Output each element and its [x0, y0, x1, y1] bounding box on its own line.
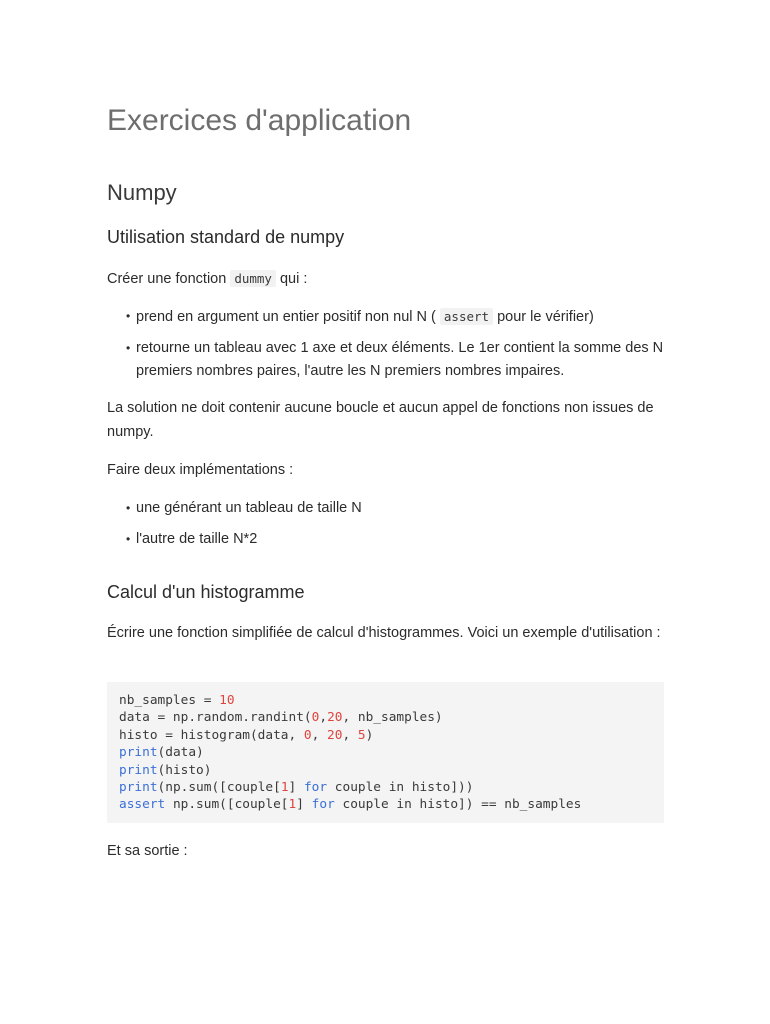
code-line: print(histo)	[119, 762, 212, 778]
subsection-heading-histogram: Calcul d'un histogramme	[107, 582, 305, 602]
code-line: histo = histogram(data, 0, 20, 5)	[119, 727, 374, 743]
code-line: print(data)	[119, 745, 204, 761]
list-item: • l'autre de taille N*2	[107, 528, 664, 552]
code-line: nb_samples = 10	[119, 693, 235, 708]
constraints-paragraph: La solution ne doit contenir aucune boucle et aucun appel de fonctions non issues de numpy.	[107, 400, 654, 440]
code-line: print(np.sum([couple[1] for couple in histo]))	[119, 780, 474, 796]
section-heading-numpy: Numpy	[107, 180, 177, 205]
inline-code-assert: assert	[440, 308, 493, 325]
code-line: data = np.random.randint(0,20, nb_samples)	[119, 710, 443, 726]
code-block	[107, 682, 664, 823]
intro-paragraph: Créer une fonction dummy qui :	[107, 271, 308, 287]
requirements-list	[107, 305, 664, 384]
list-item: • prend en argument un entier positif non nul N ( assert pour le vérifier)	[107, 305, 664, 330]
code-line: assert np.sum([couple[1] for couple in histo]) == nb_samples	[119, 797, 582, 813]
histogram-paragraph: Écrire une fonction simplifiée de calcul d'histogrammes. Voici un exemple d'utilisation :	[107, 625, 661, 641]
page-title: Exercices d'application	[107, 104, 412, 137]
subsection-heading-numpy-usage: Utilisation standard de numpy	[107, 227, 345, 247]
inline-code-dummy: dummy	[230, 270, 276, 287]
list-item: • retourne un tableau avec 1 axe et deux éléments. Le 1er contient la somme des N premiers nombres paires, l'autre les N premiers nombres impaires.	[107, 337, 664, 384]
implementations-list	[107, 497, 664, 551]
list-item: • une générant un tableau de taille N	[107, 497, 664, 521]
implementations-paragraph: Faire deux implémentations :	[107, 462, 294, 478]
output-paragraph: Et sa sortie :	[107, 843, 188, 859]
